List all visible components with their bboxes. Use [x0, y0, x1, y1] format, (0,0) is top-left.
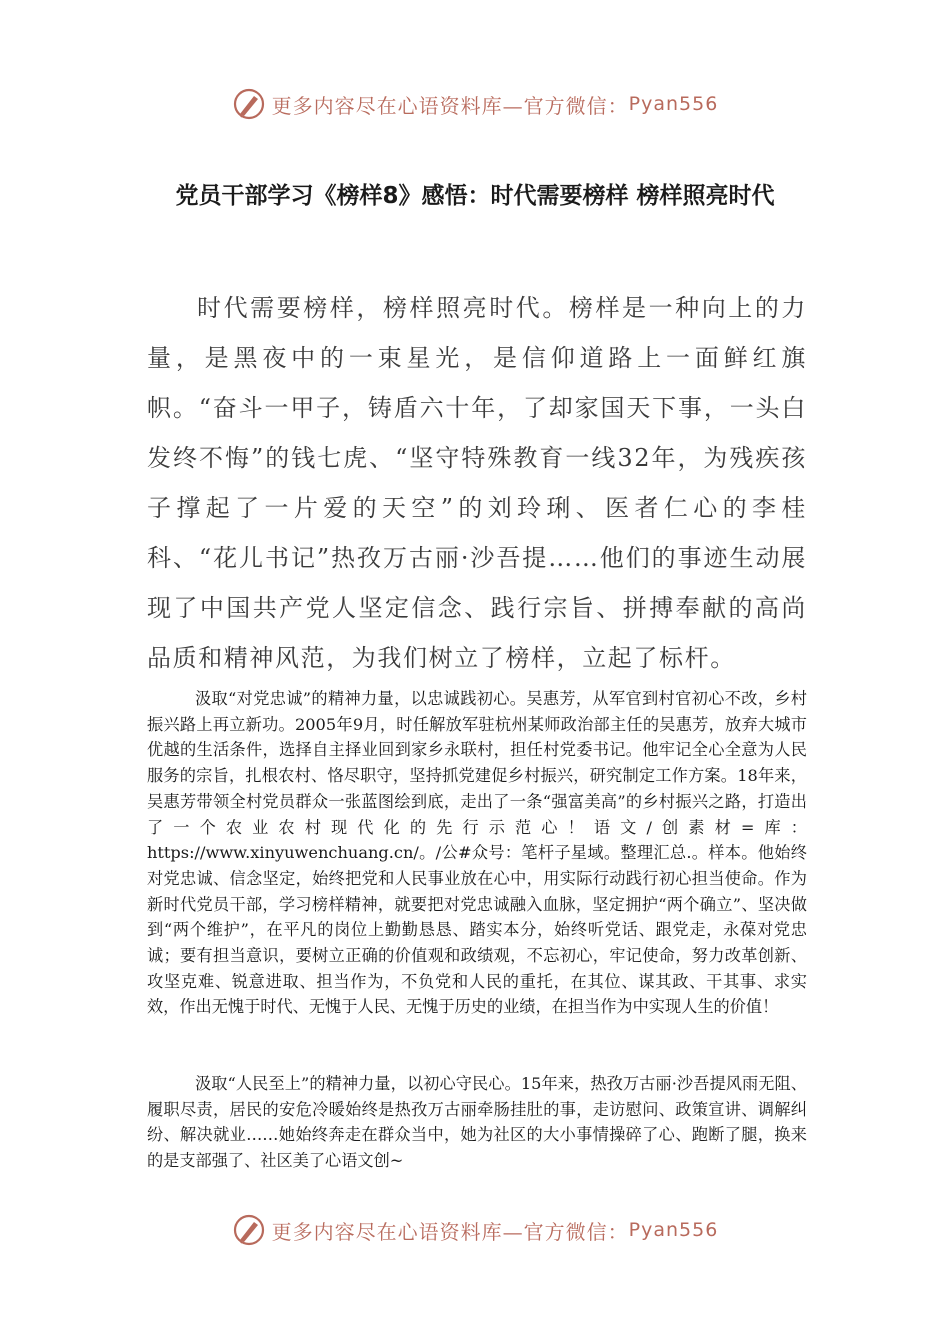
- lead-paragraph: 时代需要榜样，榜样照亮时代。榜样是一种向上的力量，是黑夜中的一束星光，是信仰道路上一面鲜红旗帜。“奋斗一甲子，铸盾六十年，了却家国天下事，一头白发终不悔”的钱七虎、“坚守特殊教育一线32年，为残疾孩子撑起了一片爱的天空”的刘玲琍、医者仁心的李桂科、“花儿书记”热孜万古丽·沙吾提……他们的事迹生动展现了中国共产党人坚定信念、践行宗旨、拼搏奉献的高尚品质和精神风范，为我们树立了榜样，立起了标杆。: [147, 294, 807, 672]
- document-title: 党员干部学习《榜样8》感悟：时代需要榜样 榜样照亮时代: [175, 183, 775, 209]
- pen-logo-icon: [232, 87, 266, 121]
- watermark-footer: [0, 1210, 950, 1250]
- watermark-header: [0, 84, 950, 124]
- watermark-text: 更多内容尽在心语资料库—官方微信：: [271, 93, 629, 118]
- watermark-handle: Pyan556: [628, 1219, 719, 1241]
- pen-logo-icon: [232, 1213, 266, 1247]
- watermark-handle: Pyan556: [628, 93, 719, 115]
- body-paragraph-2: 汲取“人民至上”的精神力量，以初心守民心。15年来，热孜万古丽·沙吾提风雨无阻、履职尽责，居民的安危冷暖始终是热孜万古丽牵肠挂肚的事，走访慰问、政策宣讲、调解纠纷、解决就业……她始终奔走在群众当中，她为社区的大小事情操碎了心、跑断了腿，换来的是支部强了、社区美了心语文创~: [147, 1074, 807, 1171]
- watermark-text: 更多内容尽在心语资料库—官方微信：: [271, 1219, 629, 1244]
- body-paragraph-1: 汲取“对党忠诚”的精神力量，以忠诚践初心。吴惠芳，从军官到村官初心不改，乡村振兴路上再立新功。2005年9月，时任解放军驻杭州某师政治部主任的吴惠芳，放弃大城市优越的生活条件，选择自主择业回到家乡永联村，担任村党委书记。他牢记全心全意为人民服务的宗旨，扎根农村、恪尽职守，坚持抓党建促乡村振兴，研究制定工作方案。18年来，吴惠芳带领全村党员群众一张蓝图绘到底，走出了一条“强富美高”的乡村振兴之路，打造出了一个农业农村现代化的先行示范心！语文/创素材=库：https://www.xinyuwenchuang.cn/。/公#众号：笔杆子星域。整理汇总.。样本。他始终对党忠诚、信念坚定，始终把党和人民事业放在心中，用实际行动践行初心担当使命。作为新时代党员干部，学习榜样精神，就要把对党忠诚融入血脉，坚定拥护“两个确立”、坚决做到“两个维护”，在平凡的岗位上勤勤恳恳、踏实本分，始终听党话、跟党走，永葆对党忠诚；要有担当意识，要树立正确的价值观和政绩观，不忘初心，牢记使命，努力改革创新、攻坚克难、锐意进取、担当作为，不负党和人民的重托，在其位、谋其政、干其事、求实效，作出无愧于时代、无愧于人民、无愧于历史的业绩，在担当作为中实现人生的价值！: [147, 689, 807, 1017]
